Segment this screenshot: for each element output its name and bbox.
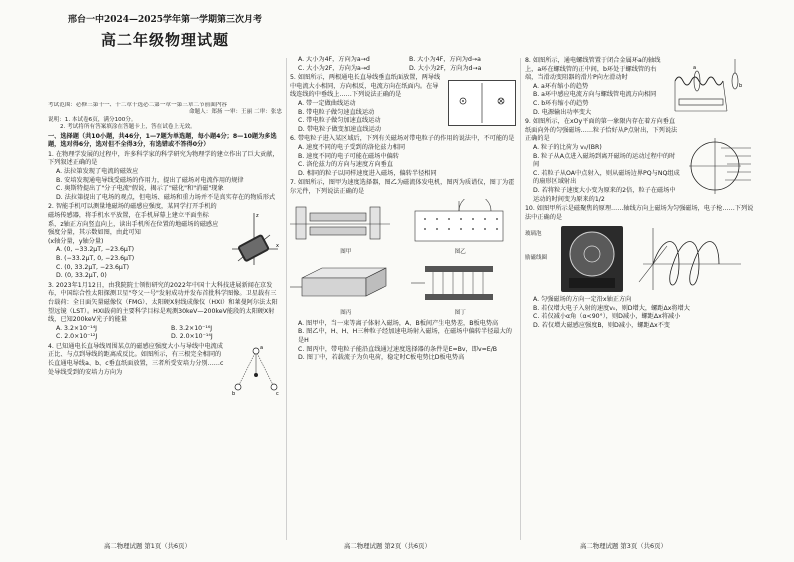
figure-bing bbox=[290, 260, 402, 318]
phone-figure bbox=[224, 209, 282, 267]
option-c: C. 洛伦兹力的方向与速度方向垂直 bbox=[298, 161, 393, 169]
question-6 bbox=[290, 135, 516, 178]
header-area bbox=[48, 2, 282, 50]
svg-text:a: a bbox=[693, 65, 697, 71]
column-divider bbox=[520, 58, 521, 540]
option-a: A. 3.2×10⁻¹⁴J bbox=[56, 324, 98, 332]
option-c: C. (0, 33.2μT, −23.6μT) bbox=[56, 263, 130, 271]
option-b: B. 带电粒子做匀速直线运动 bbox=[298, 108, 375, 116]
option-a: A. 速度不同的电子受到的洛伦兹力相同 bbox=[298, 143, 406, 151]
question-3 bbox=[48, 282, 282, 342]
bulb-diagram bbox=[525, 224, 629, 294]
option-d: D. 若仅增大磁感应强度B，则D减小，螺距Δx不变 bbox=[533, 322, 670, 330]
option-c: C. 若仅减小α角（α<90°），则D减小，螺距Δx将减小 bbox=[533, 313, 681, 321]
page-footer: 高二物理试题 第3页（共6页） bbox=[580, 542, 667, 550]
figure-label: 励磁线圈 bbox=[525, 255, 548, 262]
option-d: D. 法拉第提出了电场的观点，但电场、磁场和重力场并不是真实存在的物质形式 bbox=[56, 193, 276, 201]
option-b: B. 图乙中，H、H、H三种粒子经加速电场射入磁场，在磁场中偏转半径最大的是H bbox=[298, 328, 512, 345]
exam-scope: 考试范围：必修三第十一、十二章十选必二第一章一第三章二节前面内容 bbox=[48, 102, 228, 108]
svg-text:c: c bbox=[276, 390, 279, 397]
option-d: D. 大小为2F，方向为d→a bbox=[409, 64, 482, 72]
option-b: B. (−33.2μT, 0, −23.6μT) bbox=[56, 254, 135, 262]
question-2 bbox=[48, 203, 282, 280]
note-2: 2. 考试将所有答案填涂在答题卡上，答在试卷上无效。 bbox=[60, 124, 196, 131]
option-a: A. 带一定做曲线运动 bbox=[298, 99, 356, 107]
option-a: A. a环有缩小的趋势 bbox=[533, 82, 589, 90]
option-b: B. a环中感应电流方向与螺线管电流方向相同 bbox=[533, 91, 657, 99]
question-stem: 7. 如图所示，图甲为速度选择器，图乙为磁流体发电机，图丙为质谱仪，图丁为霍尔元件，下列说法正确的是 bbox=[290, 179, 515, 195]
option-a: A. 粒子的比荷为 v₀/(BR) bbox=[533, 143, 602, 151]
option-c: C. 奥斯特提出了"分子电流"假说，揭示了"磁化"和"消磁"现象 bbox=[56, 185, 224, 193]
question-stem: 8. 如图所示，通电螺线管置于闭合金属环a的轴线上，a环在螺线管的正中间，b环处于螺线管的右端，当滑动变阻器的滑片P向左滑动时 bbox=[525, 57, 661, 82]
helix-diagram bbox=[633, 224, 743, 294]
question-stem: 4. 已知通电长直导线周围某点的磁感应强度大小与导线中电流成正比、与点到导线的距离成反比。如图所示，有三根完全相同的长直通电导线a、b、c垂直纸面放置，三者所受安培力分别……c处导线受到的安培力方向为 bbox=[48, 342, 224, 376]
wires-diagram bbox=[230, 343, 282, 397]
question-stem: 10. 如图甲所示是磁聚焦的原理……轴线方向上磁场为匀强磁场，电子枪……下列说法中正确的是 bbox=[525, 205, 754, 221]
figure-row bbox=[525, 224, 755, 294]
helix-figure bbox=[633, 224, 755, 294]
figure-jia bbox=[290, 199, 402, 257]
option-a: A. 匀强磁场的方向一定沿x轴正方向 bbox=[533, 296, 632, 304]
option-a: A. 法拉第发现了电流的磁效应 bbox=[56, 168, 139, 175]
question-5 bbox=[290, 74, 516, 134]
question-stem: 2. 智能手机可以测量地磁场的磁感应强度，某同学打开手机的磁场传感器，将手机水平放置，在手机屏幕上建立平面坐标系，z轴正方向竖直向上，读出手机所在位置的地磁场的磁感应强度分量，其示数如图，由此可知 bbox=[48, 203, 219, 237]
column-divider bbox=[286, 58, 287, 540]
option-b: B. 安培发现通电导线受磁场的作用力，提出了磁场对电流作用的规律 bbox=[56, 176, 244, 184]
two-wires-diagram bbox=[449, 81, 515, 125]
option-d: D. 电源输出功率变大 bbox=[533, 108, 592, 116]
hall-element-diagram bbox=[290, 260, 398, 306]
velocity-selector-diagram bbox=[290, 199, 398, 245]
reading-format: (x轴分量，y轴分量) bbox=[48, 237, 104, 245]
option-c: C. 2.0×10⁻¹²J bbox=[56, 333, 98, 341]
question-1 bbox=[48, 151, 282, 203]
option-d: D. 带电粒子做变加速直线运动 bbox=[298, 125, 381, 133]
question-7 bbox=[290, 179, 516, 363]
question-4 bbox=[48, 343, 282, 397]
section-1-title: 一、选择题（共10小题，共46分，1—7题为单选题，每小题4分；8—10题为多选题，选对得6分，选对但不全得3分，有选错或不答得0分） bbox=[48, 132, 277, 149]
figure-label: 图丁 bbox=[454, 310, 466, 317]
circle-field-diagram bbox=[685, 128, 755, 202]
option-row bbox=[290, 56, 516, 65]
figure-yi bbox=[405, 199, 517, 257]
question-stem: 1. 在物理学发展的过程中，许多科学家的科学研究为物理学的建立作出了巨大贡献，下列叙述正确的是 bbox=[48, 150, 279, 167]
option-c: C. b环有缩小的趋势 bbox=[533, 99, 589, 107]
option-d: D. 相同的粒子以同样速度进入磁场，偏转半径相同 bbox=[298, 169, 437, 177]
page-footer: 高二物理试题 第2页（共6页） bbox=[344, 542, 431, 550]
option-b: B. 大小为4F，方向为d→a bbox=[409, 56, 481, 63]
option-row bbox=[48, 325, 282, 334]
figure-label: 玻璃泡 bbox=[525, 231, 542, 238]
solenoid-diagram bbox=[669, 57, 755, 117]
option-a: A. 大小为4F，方向为a→d bbox=[298, 56, 370, 63]
question-stem: 6. 带电粒子进入某区域后，下列有关磁场对带电粒子的作用的说法中，不可能的是 bbox=[290, 135, 515, 143]
option-d: D. 2.0×10⁻¹⁴J bbox=[171, 333, 213, 341]
mhd-generator-diagram bbox=[405, 260, 513, 306]
option-a: A. 图甲中，当一束等离子体射入磁场，A、B板间产生电势差，B板电势高 bbox=[298, 319, 499, 327]
option-d: D. (0, 33.2μT, 0) bbox=[56, 272, 107, 280]
figure-grid bbox=[290, 199, 516, 318]
phone-diagram bbox=[224, 209, 282, 267]
option-c: C. 大小为2F，方向为a→d bbox=[298, 64, 370, 72]
question-stem: 9. 如图所示，在xOy平面的第一象限内存在着方向垂直纸面向外的匀强磁场……粒子恰好从P点射出，下列说法正确的是 bbox=[525, 118, 678, 143]
question-10 bbox=[525, 205, 755, 331]
option-b: B. 粒子从A点进入磁场到离开磁场的运动过程中的时间 bbox=[533, 152, 676, 169]
option-row bbox=[48, 333, 282, 342]
option-d: D. 若将粒子速度大小变为原来的2倍，粒子在磁场中运动的时间变为原来的1/2 bbox=[533, 186, 676, 203]
option-c: C. 带电粒子做匀加速直线运动 bbox=[298, 117, 381, 125]
option-b: B. 若仅增大电子入射的速度v₀，则D增大，螺距Δx将增大 bbox=[533, 304, 690, 312]
question-8 bbox=[525, 57, 755, 117]
note-1: 说明：1. 本试卷6页，满分100分。 bbox=[48, 116, 137, 123]
question-stem: 5. 如图所示，两根通电长直导线垂直纸面放置，两导线中电流大小相同，方向相反，电流方向在纸面内。在导线连线的中垂线上……下列说法正确的是 bbox=[290, 74, 441, 99]
figure-label: 图丙 bbox=[340, 310, 352, 317]
school-line: 邢台一中2024—2025学年第一学期第三次月考 bbox=[67, 15, 263, 25]
svg-text:b: b bbox=[232, 390, 236, 397]
svg-text:a: a bbox=[260, 344, 264, 351]
column-2 bbox=[290, 56, 516, 536]
option-b: B. 速度不同的电子可能在磁场中偏转 bbox=[298, 152, 399, 160]
figure-ding bbox=[405, 260, 517, 318]
column-3 bbox=[525, 56, 755, 536]
figure-label: 图甲 bbox=[340, 249, 352, 256]
tube-figure bbox=[525, 224, 629, 294]
two-wires-figure bbox=[448, 80, 516, 126]
column-1 bbox=[48, 102, 282, 538]
svg-text:z: z bbox=[256, 213, 259, 220]
page-footer: 高二物理试题 第1页（共6页） bbox=[104, 542, 191, 550]
authors: 命题人：郑扬 一审：王丽 二审：张忠 bbox=[188, 109, 282, 116]
svg-text:x: x bbox=[276, 243, 279, 250]
mass-spectrometer-diagram bbox=[405, 199, 513, 245]
triangle-figure bbox=[230, 343, 282, 397]
option-b: B. 3.2×10⁻¹⁶J bbox=[171, 324, 213, 332]
svg-text:b: b bbox=[739, 83, 743, 89]
option-d: D. 图丁中，若载流子为负电荷，稳定时C板电势比D板电势高 bbox=[298, 354, 465, 362]
question-9 bbox=[525, 118, 755, 204]
option-c: C. 若粒子从OA中点射入，则从磁场边界PQ与NQ组成的扇形区域射出 bbox=[533, 169, 680, 186]
option-a: A. (0, −33.2μT, −23.6μT) bbox=[56, 246, 135, 254]
circle-field-figure bbox=[685, 128, 755, 202]
option-c: C. 图丙中，带电粒子能沿直线通过速度选择器的条件是E=Bv，即v=E/B bbox=[298, 345, 498, 353]
solenoid-figure bbox=[669, 57, 755, 117]
figure-label: 图乙 bbox=[454, 249, 466, 256]
option-row bbox=[290, 65, 516, 74]
question-stem: 3. 2023年1月12日，由我院院士领衔研究的2022年中国十大科技进展新闻在京发布，中国综合性太阳探测卫星"夸父一号"发射成功并发布首批科学图像。卫星载有三台载荷：全日面矢量磁像仪（FMG）、太阳硬X射线成像仪（HXI）和莱曼阿尔法太阳望远镜（LST）。HXI载荷的主要科学目标是观测30keV—200keV能段的太阳硬X射线，已知200keV光子的能量 bbox=[48, 281, 278, 324]
page-title: 高二年级物理试题 bbox=[100, 31, 229, 49]
